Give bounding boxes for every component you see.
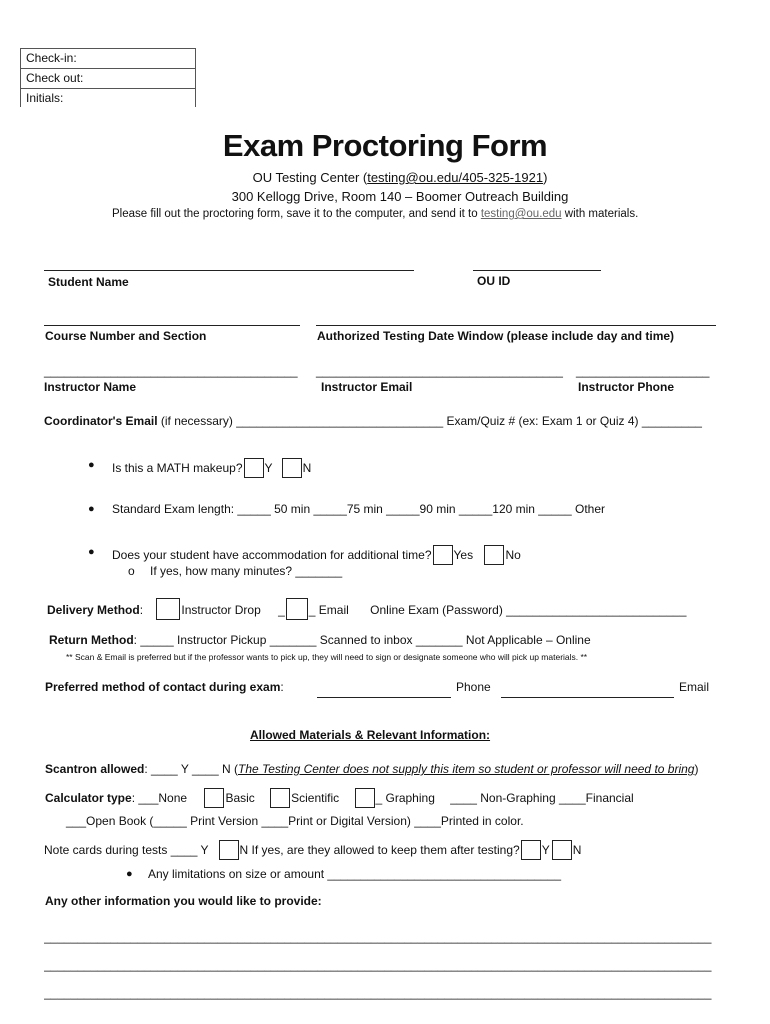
accommodation-question: Does your student have accommodation for additional time? (112, 548, 432, 562)
student-name-line[interactable] (44, 270, 414, 271)
course-line[interactable] (44, 325, 300, 326)
contact-email-line[interactable] (501, 697, 674, 698)
limitations-row[interactable]: Any limitations on size or amount ___________________________________ (148, 867, 561, 881)
page-title: Exam Proctoring Form (222, 128, 548, 163)
math-row (112, 458, 311, 478)
bullet-icon: ● (88, 546, 95, 558)
calculator-basic-label: Basic (225, 791, 255, 805)
check-out-label[interactable]: Check out: (21, 69, 195, 89)
other-info-label: Any other information you would like to provide: (45, 894, 322, 908)
math-question: Is this a MATH makeup? (112, 461, 243, 475)
other-info-line-1[interactable]: ____________________________________________________________________________________________________ (44, 930, 712, 944)
accommodation-row (112, 545, 521, 565)
contact-row (45, 680, 284, 694)
course-label: Course Number and Section (45, 329, 207, 343)
accommodation-yes-label: Yes (453, 548, 474, 562)
bullet-icon: ● (88, 459, 95, 471)
return-row[interactable] (49, 633, 591, 647)
check-in-box (20, 48, 196, 107)
math-n-label: N (302, 461, 312, 475)
instructor-phone-line[interactable]: ____________________ (576, 364, 710, 378)
student-name-label: Student Name (48, 275, 129, 289)
coordinator-rest: (if necessary) _______________________________ Exam/Quiz # (ex: Exam 1 or Quiz 4) _________ (157, 414, 702, 428)
math-no-checkbox[interactable] (282, 458, 302, 478)
return-note: ** Scan & Email is preferred but if the professor wants to pick up, they will need to sign or designate someone who will pick up materials. ** (66, 652, 588, 662)
calculator-graphing-checkbox[interactable] (355, 788, 375, 808)
accommodation-minutes[interactable]: If yes, how many minutes? _______ (150, 564, 343, 578)
accommodation-no-label: No (505, 548, 521, 562)
testing-center-line (0, 170, 770, 185)
calculator-scientific-label: Scientific (291, 791, 340, 805)
accommodation-no-checkbox[interactable] (484, 545, 504, 565)
keep-yes-checkbox[interactable] (521, 840, 541, 860)
instructor-drop-label: Instructor Drop (181, 603, 261, 617)
instructor-phone-label: Instructor Phone (578, 380, 675, 394)
calculator-row (45, 788, 634, 808)
online-exam-field[interactable]: Online Exam (Password) ___________________________ (370, 603, 687, 617)
note-cards-text: Note cards during tests ____ Y (44, 843, 209, 857)
check-in-label[interactable]: Check-in: (21, 49, 195, 69)
scantron-label: Scantron allowed (45, 762, 145, 776)
return-label: Return Method (49, 633, 134, 647)
window-line[interactable] (316, 325, 716, 326)
math-y-label: Y (264, 461, 273, 475)
calculator-other-options[interactable]: ____ Non-Graphing ____Financial (450, 791, 634, 805)
calculator-basic-checkbox[interactable] (204, 788, 224, 808)
email-link[interactable]: testing@ou.edu (480, 208, 562, 220)
delivery-colon: : (139, 603, 144, 617)
sub-bullet-icon: o (128, 564, 135, 578)
contact-email-label: Email (679, 680, 710, 694)
calculator-none[interactable]: : ___None (131, 791, 188, 805)
note-cards-question: N If yes, are they allowed to keep them after testing? (239, 843, 520, 857)
other-info-line-2[interactable]: ____________________________________________________________________________________________________ (44, 958, 712, 972)
contact-label: Preferred method of contact during exam (45, 680, 281, 694)
instructions-suffix: with materials. (561, 208, 639, 220)
note-cards-no-checkbox[interactable] (219, 840, 239, 860)
return-options: : _____ Instructor Pickup _______ Scanned to inbox _______ Not Applicable – Online (133, 633, 591, 647)
other-info-line-3[interactable]: ____________________________________________________________________________________________________ (44, 986, 712, 1000)
keep-no-checkbox[interactable] (552, 840, 572, 860)
bullet-icon: ● (88, 503, 95, 515)
paren-close: ) (543, 170, 548, 185)
calculator-scientific-checkbox[interactable] (270, 788, 290, 808)
materials-heading: Allowed Materials & Relevant Information: (250, 728, 491, 742)
address-line: 300 Kellogg Drive, Room 140 – Boomer Outreach Building (231, 189, 569, 204)
calculator-graphing-label: _ Graphing (375, 791, 435, 805)
delivery-email-label: _ Email (308, 603, 349, 617)
scantron-close: ) (694, 762, 699, 776)
delivery-email-checkbox[interactable] (286, 598, 308, 620)
note-cards-row (44, 840, 581, 860)
exam-length-row[interactable]: Standard Exam length: _____ 50 min _____75 min _____90 min _____120 min _____ Other (112, 502, 606, 516)
scantron-options: : ____ Y ____ N ( (144, 762, 238, 776)
email-prefix: _ (278, 603, 285, 617)
contact-phone-line[interactable] (317, 697, 451, 698)
window-label: Authorized Testing Date Window (please include day and time) (317, 329, 675, 343)
instructor-email-line[interactable]: _____________________________________ (316, 364, 563, 378)
instructor-drop-checkbox[interactable] (156, 598, 180, 620)
initials-label[interactable]: Initials: (26, 91, 64, 105)
instructions-line (112, 208, 638, 220)
calculator-label: Calculator type (45, 791, 132, 805)
ou-id-label: OU ID (477, 274, 511, 288)
contact-link[interactable]: testing@ou.edu/405-325-1921 (367, 170, 544, 185)
instructor-name-line[interactable]: ______________________________________ (44, 364, 298, 378)
scantron-row[interactable] (45, 762, 698, 776)
scantron-note: The Testing Center does not supply this item so student or professor will need to bring (238, 762, 695, 776)
accommodation-yes-checkbox[interactable] (433, 545, 453, 565)
instructor-name-label: Instructor Name (44, 380, 137, 394)
contact-phone-label: Phone (456, 680, 491, 694)
instructions-text: Please fill out the proctoring form, save it to the computer, and send it to (112, 208, 481, 220)
coordinator-label: Coordinator's Email (44, 414, 158, 428)
keep-y-label: Y (541, 843, 550, 857)
keep-n-label: N (572, 843, 582, 857)
instructor-email-label: Instructor Email (321, 380, 413, 394)
delivery-row (47, 598, 686, 620)
open-book-row[interactable]: ___Open Book (_____ Print Version ____Print or Digital Version) ____Printed in color. (66, 814, 524, 828)
coordinator-row[interactable] (44, 414, 702, 428)
contact-colon: : (280, 680, 284, 694)
testing-center-text: OU Testing Center ( (252, 170, 368, 185)
delivery-label: Delivery Method (47, 603, 140, 617)
bullet-icon: ● (126, 868, 133, 880)
ou-id-line[interactable] (473, 270, 601, 271)
math-yes-checkbox[interactable] (244, 458, 264, 478)
